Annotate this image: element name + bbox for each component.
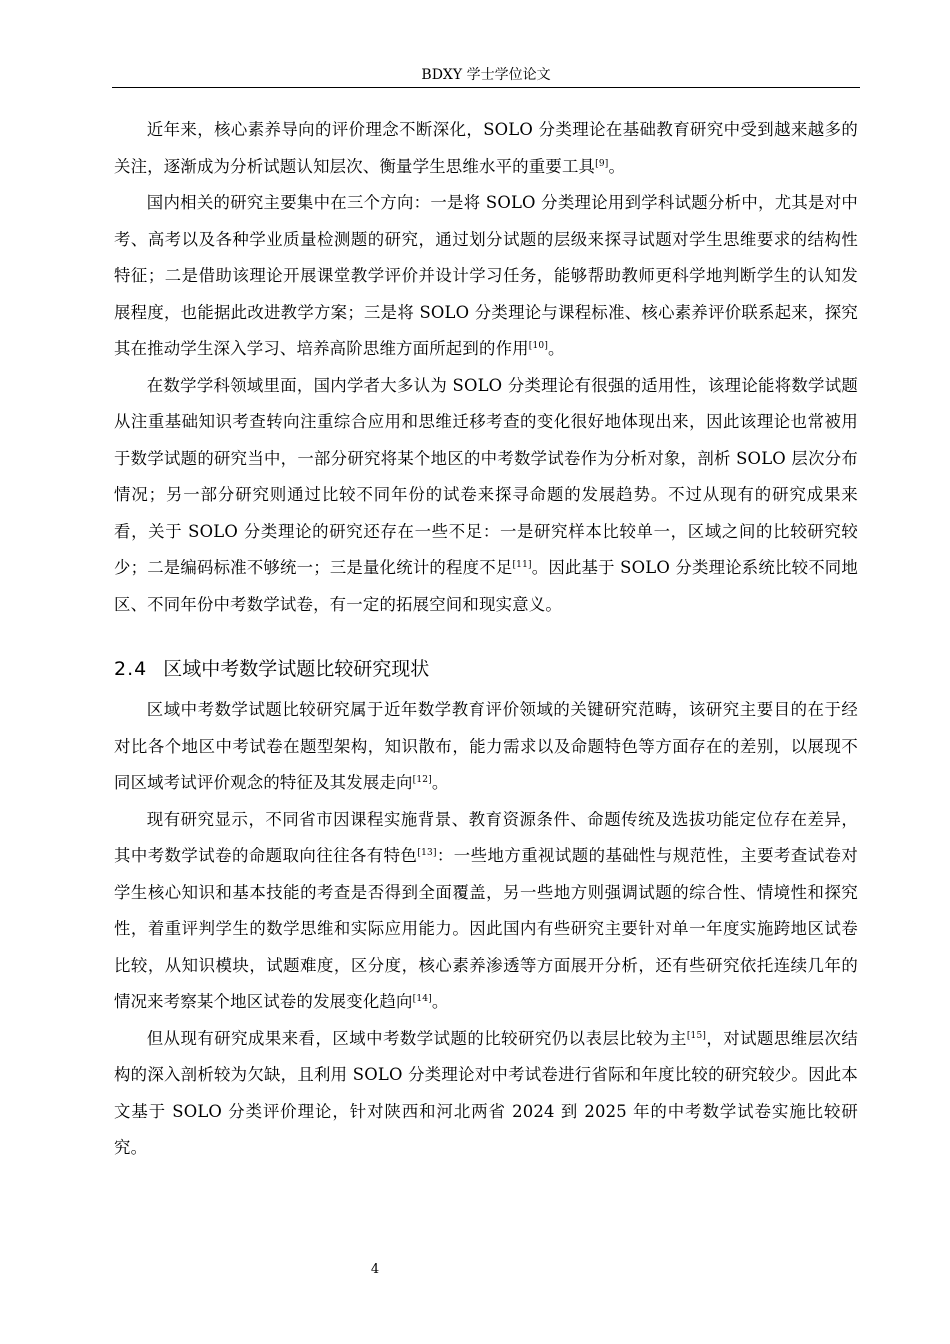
paragraph-math-field: 在数学学科领域里面，国内学者大多认为 SOLO 分类理论有很强的适用性，该理论能将数学试题从注重基础知识考查转向注重综合应用和思维迁移考查的变化很好地体现出来，因此该理论也常被用于数学试题的研究当中，一部分研究将某个地区的中考数学试卷作为分析对象，剖析 SOLO 层次分布情况；另一部分研究则通过比较不同年份的试卷来探寻命题的发展趋势。不过从现有的研究成果来看，关于 SOLO 分类理论的研究还存在一些不足：一是研究样本比较单一，区域之间的比较研究较少；二是编码标准不够统一；三是量化统计的程度不足[11]。因此基于 SOLO 分类理论系统比较不同地区、不同年份中考数学试卷，有一定的拓展空间和现实意义。	[114, 375, 858, 614]
section-title: 区域中考数学试题比较研究现状	[163, 658, 430, 680]
header-rule	[112, 87, 860, 88]
citation: [11]	[512, 560, 532, 570]
paragraph-research-gap: 但从现有研究成果来看，区域中考数学试题的比较研究仍以表层比较为主[15]，对试题思维层次结构的深入剖析较为欠缺，且利用 SOLO 分类理论对中考试卷进行省际和年度比较的研究较少。因此本文基于 SOLO 分类评价理论，针对陕西和河北两省 2024 到 2025 年的中考数学试卷实施比较研究。	[114, 1028, 858, 1157]
section-heading	[114, 654, 858, 684]
page-body	[114, 112, 858, 1167]
paragraph-existing-research: 现有研究显示，不同省市因课程实施背景、教育资源条件、命题传统及选拔功能定位存在差异，其中考数学试卷的命题取向往往各有特色[13]：一些地方重视试题的基础性与规范性，主要考查试卷对学生核心知识和基本技能的考查是否得到全面覆盖，另一些地方则强调试题的综合性、情境性和探究性，着重评判学生的数学思维和实际应用能力。因此国内有些研究主要针对单一年度实施跨地区试卷比较，从知识模块，试题难度，区分度，核心素养渗透等方面展开分析，还有些研究依托连续几年的情况来考察某个地区试卷的发展变化趋向[14]。	[114, 809, 858, 1011]
paragraph-solo-attention: 近年来，核心素养导向的评价理念不断深化，SOLO 分类理论在基础教育研究中受到越来越多的关注，逐渐成为分析试题认知层次、衡量学生思维水平的重要工具[9]。	[114, 120, 858, 176]
page-number: 4	[370, 1262, 380, 1277]
citation: [10]	[528, 341, 549, 351]
citation: [14]	[412, 994, 432, 1004]
citation: [15]	[686, 1030, 707, 1041]
paragraph-regional-comparison: 区域中考数学试题比较研究属于近年数学教育评价领域的关键研究范畴，该研究主要目的在于经对比各个地区中考试卷在题型架构，知识散布，能力需求以及命题特色等方面存在的差别，以展现不同区域考试评价观念的特征及其发展走向[12]。	[114, 700, 858, 792]
citation: [13]	[417, 848, 437, 858]
citation: [9]	[595, 158, 609, 169]
paragraph-domestic-research: 国内相关的研究主要集中在三个方向：一是将 SOLO 分类理论用到学科试题分析中，尤其是对中考、高考以及各种学业质量检测题的研究，通过划分试题的层级来探寻试题对学生思维要求的结构性特征；二是借助该理论开展课堂教学评价并设计学习任务，能够帮助教师更科学地判断学生的认知发展程度，也能据此改进教学方案；三是将 SOLO 分类理论与课程标准、核心素养评价联系起来，探究其在推动学生深入学习、培养高阶思维方面所起到的作用[10]。	[114, 193, 858, 358]
section-number: 2.4	[114, 658, 148, 680]
running-header: BDXY 学士学位论文	[421, 67, 551, 83]
citation: [12]	[412, 775, 432, 785]
